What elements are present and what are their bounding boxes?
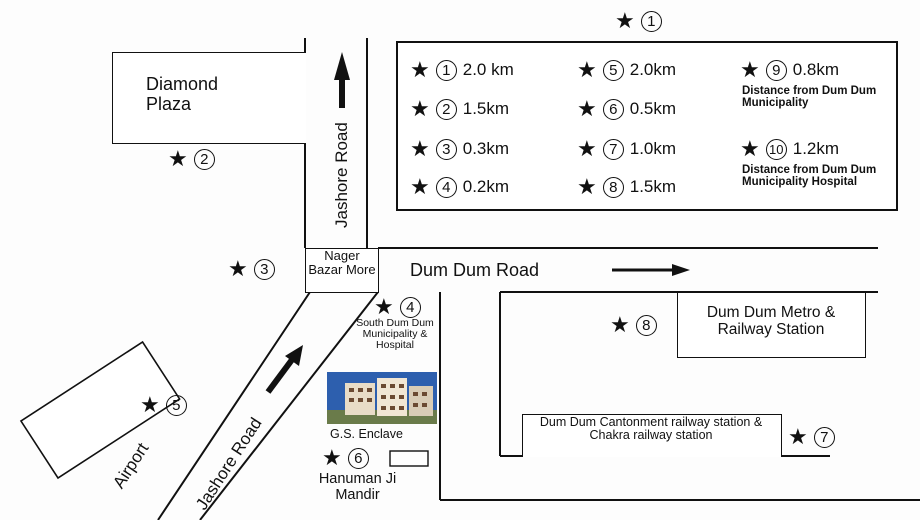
marker-number: 3 xyxy=(254,259,275,280)
marker-number: 1 xyxy=(641,11,662,32)
marker-3 xyxy=(228,258,275,280)
star-icon: ★ xyxy=(410,96,430,121)
star-icon: ★ xyxy=(615,8,635,33)
gs-enclave-label: G.S. Enclave xyxy=(330,427,403,441)
star-icon: ★ xyxy=(577,174,597,199)
legend-number: 8 xyxy=(603,177,624,198)
legend-item-8 xyxy=(577,176,676,198)
legend-number: 2 xyxy=(436,99,457,120)
marker-number: 2 xyxy=(194,149,215,170)
star-icon: ★ xyxy=(168,146,188,171)
legend-number: 6 xyxy=(603,99,624,120)
marker-number: 4 xyxy=(400,297,421,318)
legend-item-10 xyxy=(740,138,839,160)
legend-number: 3 xyxy=(436,139,457,160)
star-icon: ★ xyxy=(410,57,430,82)
legend-number: 1 xyxy=(436,60,457,81)
jashore-road-diagonal-label: Jashore Road xyxy=(192,414,266,514)
legend-item-3 xyxy=(410,138,509,160)
star-icon: ★ xyxy=(140,392,160,417)
star-icon: ★ xyxy=(577,96,597,121)
marker-number: 5 xyxy=(166,395,187,416)
legend-item-6 xyxy=(577,98,676,120)
legend-number: 9 xyxy=(766,60,787,81)
airport-label: Airport xyxy=(109,439,153,492)
legend-distance: 0.8km xyxy=(792,60,840,79)
marker-2 xyxy=(168,148,215,170)
legend-item-5 xyxy=(577,59,676,81)
south-dum-dum-label: South Dum Dum Municipality & Hospital xyxy=(356,317,434,352)
legend-note-9: Distance from Dum Dum Municipality xyxy=(742,85,877,110)
star-icon: ★ xyxy=(577,136,597,161)
marker-8 xyxy=(610,314,657,336)
legend-distance: 1.5km xyxy=(629,177,677,196)
legend-item-2 xyxy=(410,98,509,120)
legend-distance: 0.2km xyxy=(462,177,510,196)
star-icon: ★ xyxy=(740,136,760,161)
legend-distance: 2.0 km xyxy=(462,60,514,79)
jashore-road-vertical-label: Jashore Road xyxy=(332,122,351,228)
star-icon: ★ xyxy=(322,445,342,470)
diamond-plaza-label: Diamond Plaza xyxy=(146,74,219,114)
legend-distance: 1.0km xyxy=(629,139,677,158)
legend-distance: 1.5km xyxy=(462,99,510,118)
legend-distance: 0.3km xyxy=(462,139,510,158)
arrow-north-icon xyxy=(334,52,350,108)
legend-number: 5 xyxy=(603,60,624,81)
legend-item-9 xyxy=(740,59,839,81)
marker-number: 7 xyxy=(814,427,835,448)
arrow-east-icon xyxy=(612,264,690,276)
legend-item-4 xyxy=(410,176,509,198)
gs-enclave-photo xyxy=(327,372,437,424)
star-icon: ★ xyxy=(410,174,430,199)
marker-number: 6 xyxy=(348,448,369,469)
legend-item-1 xyxy=(410,59,514,81)
metro-station-label: Dum Dum Metro & Railway Station xyxy=(706,304,836,339)
cantonment-label: Dum Dum Cantonment railway station & Chakra railway station xyxy=(539,415,763,443)
star-icon: ★ xyxy=(577,57,597,82)
star-icon: ★ xyxy=(610,312,630,337)
star-icon: ★ xyxy=(410,136,430,161)
marker-7 xyxy=(788,426,835,448)
nager-bazar-label: Nager Bazar More xyxy=(308,248,376,277)
marker-1 xyxy=(615,10,662,32)
star-icon: ★ xyxy=(374,294,394,319)
marker-6 xyxy=(322,447,369,469)
legend-note-10: Distance from Dum Dum Municipality Hospital xyxy=(742,164,877,189)
legend-item-7 xyxy=(577,138,676,160)
legend-number: 4 xyxy=(436,177,457,198)
star-icon: ★ xyxy=(740,57,760,82)
dum-dum-road-label: Dum Dum Road xyxy=(410,260,540,280)
legend-number: 10 xyxy=(766,139,787,160)
marker-5 xyxy=(140,394,187,416)
marker-number: 8 xyxy=(636,315,657,336)
legend-number: 7 xyxy=(603,139,624,160)
legend-distance: 0.5km xyxy=(629,99,677,118)
star-icon: ★ xyxy=(228,256,248,281)
legend-distance: 1.2km xyxy=(792,139,840,158)
legend-distance: 2.0km xyxy=(629,60,677,79)
star-icon: ★ xyxy=(788,424,808,449)
arrow-northeast-icon xyxy=(268,345,303,392)
marker-4 xyxy=(374,296,421,318)
hanuman-mandir-label: Hanuman Ji Mandir xyxy=(318,471,397,503)
